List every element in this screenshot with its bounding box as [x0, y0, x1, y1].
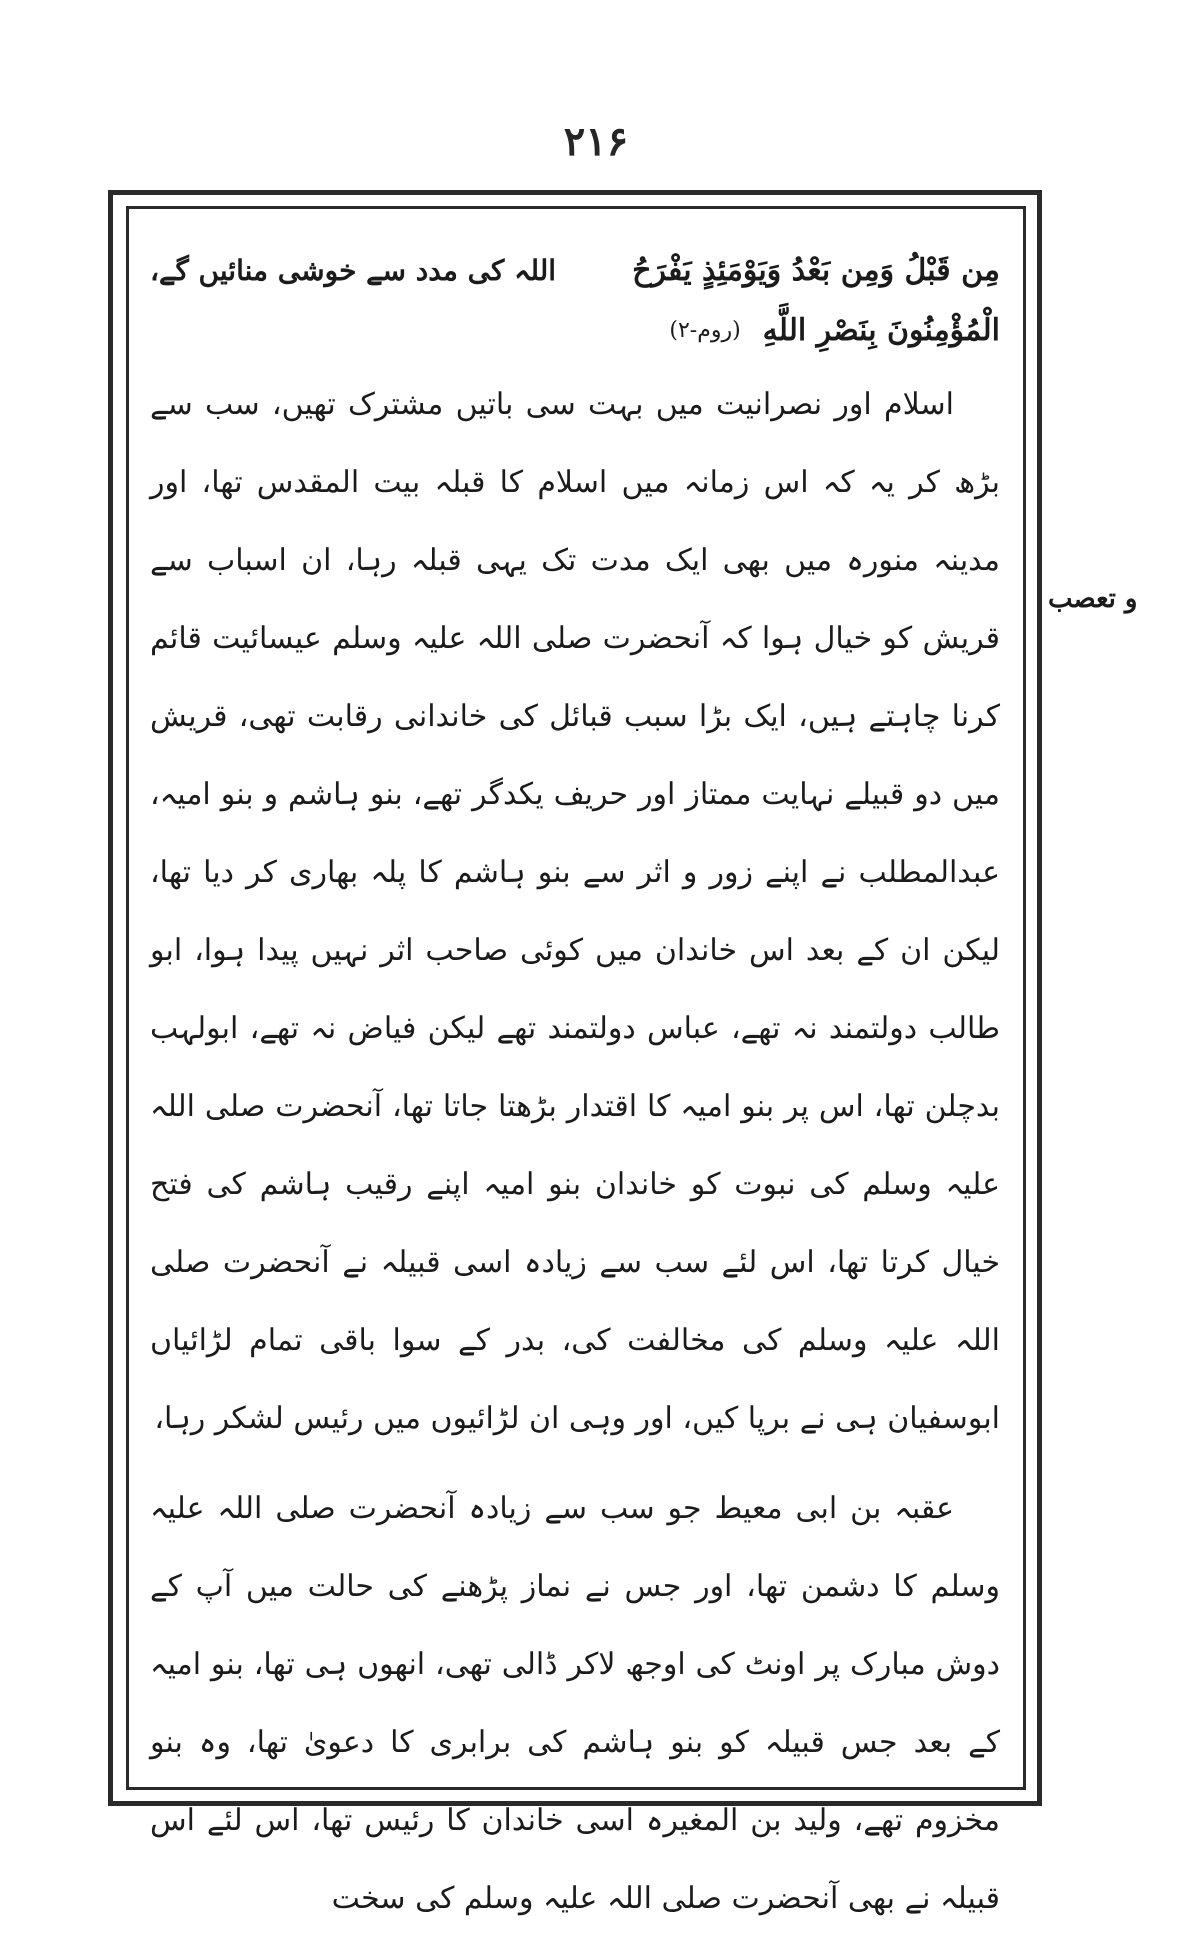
paragraph-1: اسلام اور نصرانیت میں بہت سی باتیں مشترک تھیں، سب سے بڑھ کر یہ کہ اس زمانہ میں اسلام کا قبلہ بیت المقدس تھا، اور مدینہ منورہ میں بھی ایک مدت تک یہی قبلہ رہا، ان اسباب سے قریش کو خیال ہوا کہ آنحضرت صلی اللہ علیہ وسلم عیسائیت قائم کرنا چاہتے ہیں، ایک بڑا سبب قبائل کی خاندانی رقابت تھی، قریش میں دو قبیلے نہایت ممتاز اور حریف یکدگر تھے، بنو ہاشم و بنو امیہ، عبدالمطلب نے اپنے زور و اثر سے بنو ہاشم کا پلہ بھاری کر دیا تھا، لیکن ان کے بعد اس خاندان میں کوئی صاحب اثر نہیں پیدا ہوا، ابو طالب دولتمند نہ تھے، عباس دولتمند تھے لیکن فیاض نہ تھے، ابولہب بدچلن تھا، اس پر بنو امیہ کا اقتدار بڑھتا جاتا تھا، آنحضرت صلی اللہ علیہ وسلم کی نبوت کو خاندان بنو امیہ اپنے رقیب ہاشم کی فتح خیال کرتا تھا، اس لئے سب سے زیادہ اسی قبیلہ نے آنحضرت صلی اللہ علیہ وسلم کی مخالفت کی، بدر کے سوا باقی تمام لڑائیاں ابوسفیان ہی نے برپا کیں، اور وہی ان لڑائیوں میں رئیس لشکر رہا،: [150, 387, 1001, 1436]
text-block: [150, 240, 1001, 1916]
verse-translation: اللہ کی مدد سے خوشی منائیں گے،: [150, 253, 557, 287]
paragraph-2: عقبہ بن ابی معیط جو سب سے زیادہ آنحضرت صلی اللہ علیہ وسلم کا دشمن تھا، اور جس نے نماز پڑھنے کی حالت میں آپ کے دوش مبارک پر اونٹ کی اوجھ لاکر ڈالی تھی، انھوں ہی تھا، بنو امیہ کے بعد جس قبیلہ کو بنو ہاشم کی برابری کا دعویٰ تھا، وہ بنو مخزوم تھے، ولید بن المغیرہ اسی خاندان کا رئیس تھا، اس لئے اس قبیلہ نے بھی آنحضرت صلی اللہ علیہ وسلم کی سخت: [150, 1491, 1000, 1916]
verse-arabic: مِن قَبْلُ وَمِن بَعْدُ وَيَوْمَئِذٍ يَفْرَحُ: [632, 252, 1000, 288]
page-number: ۲۱۶: [563, 118, 629, 165]
verse-row-continued: [150, 300, 1000, 360]
verse-reference: (روم-۲): [669, 317, 741, 343]
verse-arabic-continued: الْمُؤْمِنُونَ بِنَصْرِ اللَّهِ: [762, 312, 1000, 348]
verse-row: [150, 240, 1000, 300]
margin-note: و تعصب: [1048, 584, 1138, 614]
